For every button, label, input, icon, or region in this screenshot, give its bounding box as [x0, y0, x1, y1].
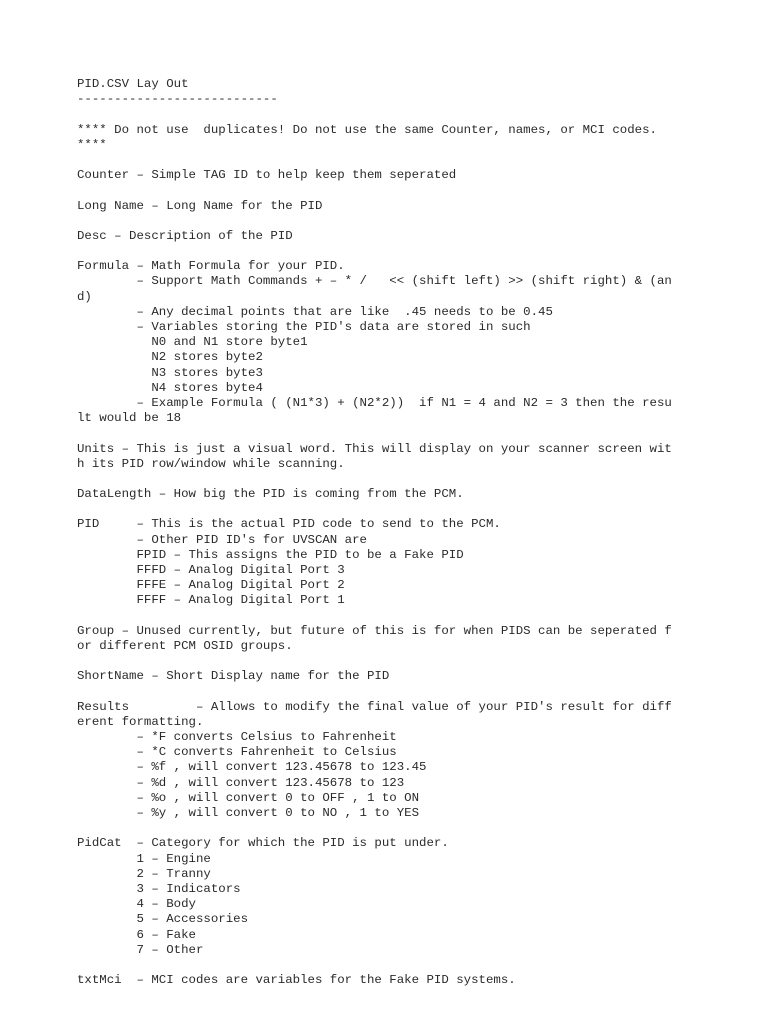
blank-line [77, 685, 757, 700]
blank-line [77, 214, 757, 229]
blank-line [77, 472, 757, 487]
formula-detail: – Support Math Commands + – * / << (shift left) >> (shift right) & (an [77, 274, 672, 289]
txtmci-definition: txtMci – MCI codes are variables for the Fake PID systems. [77, 973, 516, 988]
shortname-definition: ShortName – Short Display name for the PID [77, 669, 390, 684]
pidcat-item: 1 – Engine [77, 851, 211, 866]
formula-detail: – Variables storing the PID's data are stored in such [77, 320, 531, 334]
doc-title: PID.CSV Lay Out [77, 77, 189, 91]
formula-detail: N2 stores byte2 [77, 350, 263, 365]
results-detail: – *C converts Fahrenheit to Celsius [77, 745, 397, 760]
blank-line [77, 107, 757, 122]
blank-line [77, 153, 757, 168]
pid-detail: – Other PID ID's for UVSCAN are [77, 532, 367, 547]
blank-line [77, 426, 757, 441]
group-definition: Group – Unused currently, but future of this is for when PIDS can be seperated f [77, 623, 672, 638]
pidcat-item: 4 – Body [77, 897, 196, 912]
results-detail: – %y , will convert 0 to NO , 1 to YES [77, 806, 420, 820]
pid-definition: PID – This is the actual PID code to send to the PCM. [77, 517, 501, 532]
warning-line: **** Do not use duplicates! Do not use the same Counter, names, or MCI codes. [77, 122, 657, 137]
formula-detail: N4 stores byte4 [77, 380, 263, 395]
results-detail: – %f , will convert 123.45678 to 123.45 [77, 760, 427, 775]
desc-definition: Desc – Description of the PID [77, 228, 293, 243]
blank-line [77, 502, 757, 517]
pidcat-definition: PidCat – Category for which the PID is put under. [77, 836, 449, 851]
blank-line [77, 609, 757, 624]
results-definition: Results – Allows to modify the final value of your PID's result for diff [77, 699, 672, 714]
pid-detail: FPID – This assigns the PID to be a Fake PID [77, 547, 464, 562]
pidcat-item: 7 – Other [77, 942, 204, 957]
blank-line [77, 821, 757, 836]
group-definition: or different PCM OSID groups. [77, 638, 293, 653]
results-detail: – %d , will convert 123.45678 to 123 [77, 775, 405, 790]
document-body [77, 77, 757, 988]
blank-line [77, 244, 757, 259]
pidcat-item: 5 – Accessories [77, 912, 249, 927]
formula-detail: N0 and N1 store byte1 [77, 335, 308, 350]
pidcat-item: 6 – Fake [77, 927, 196, 942]
formula-detail: – Example Formula ( (N1*3) + (N2*2)) if N1 = 4 and N2 = 3 then the resu [77, 395, 672, 410]
datalength-definition: DataLength – How big the PID is coming from the PCM. [77, 487, 464, 502]
blank-line [77, 958, 757, 973]
pidcat-item: 3 – Indicators [77, 881, 241, 896]
long-name-definition: Long Name – Long Name for the PID [77, 198, 323, 213]
pid-detail: FFFE – Analog Digital Port 2 [77, 578, 345, 593]
blank-line [77, 183, 757, 198]
pidcat-item: 2 – Tranny [77, 866, 211, 881]
pid-detail: FFFF – Analog Digital Port 1 [77, 593, 345, 608]
results-definition: erent formatting. [77, 714, 204, 729]
pid-detail: FFFD – Analog Digital Port 3 [77, 563, 345, 577]
results-detail: – %o , will convert 0 to OFF , 1 to ON [77, 790, 420, 805]
blank-line [77, 654, 757, 669]
formula-detail: d) [77, 289, 92, 304]
formula-detail: – Any decimal points that are like .45 needs to be 0.45 [77, 304, 553, 319]
formula-detail: lt would be 18 [77, 411, 182, 426]
units-definition: h its PID row/window while scanning. [77, 456, 345, 471]
formula-detail: N3 stores byte3 [77, 365, 263, 380]
units-definition: Units – This is just a visual word. This will display on your scanner screen wit [77, 441, 672, 456]
warning-line: **** [77, 137, 107, 152]
counter-definition: Counter – Simple TAG ID to help keep them seperated [77, 168, 457, 183]
results-detail: – *F converts Celsius to Fahrenheit [77, 730, 397, 745]
formula-definition: Formula – Math Formula for your PID. [77, 259, 345, 274]
title-underline: --------------------------- [77, 92, 278, 107]
